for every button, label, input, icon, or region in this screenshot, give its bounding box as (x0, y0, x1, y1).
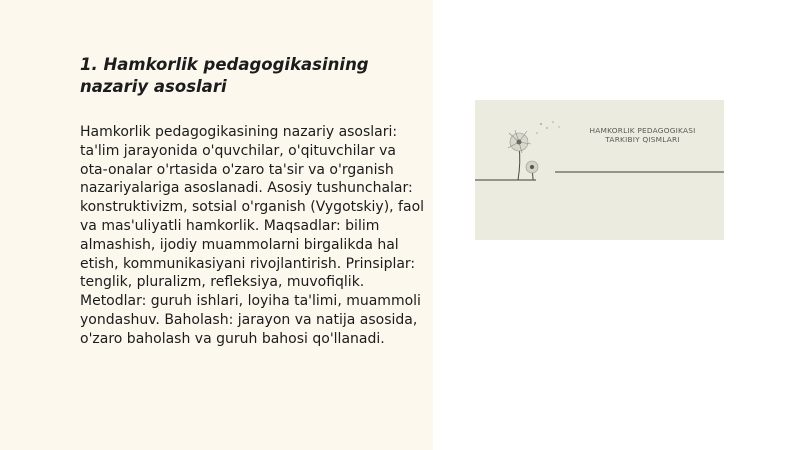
dandelion-head-small (526, 161, 538, 173)
illustration-caption (570, 126, 715, 144)
dandelion-drawing (475, 100, 724, 240)
dandelion-head-large (508, 130, 531, 153)
slide-title: 1. Hamkorlik pedagogikasining nazariy asoslari (80, 55, 369, 96)
floating-seeds (536, 121, 560, 134)
caption-line-2: TARKIBIY QISMLARI (605, 135, 680, 144)
slide-body-text: Hamkorlik pedagogikasining nazariy asoslari: ta'lim jarayonida o'quvchilar, o'qituvchilar va ota-onalar o'rtasida o'zaro ta'sir va o'rganish nazariyalariga asoslanadi. Asosiy tushunchalar: konstruktivizm, sotsial o'rganish (Vygotskiy), faol va mas'uliyatli hamkorlik. Maqsadlar: bilim almashish, ijodiy muammolarni birgalikda hal etish, kommunikasiyani rivojlantirish. Prinsiplar: tenglik, pluralizm, refleksiya, muvofiqlik. Metodlar: guruh ishlari, loyiha ta'limi, muammoli yondashuv. Baholash: jarayon va natija asosida, o'zaro baholash va guruh bahosi qo'llanadi. (80, 124, 425, 347)
caption-line-1: HAMKORLIK PEDAGOGIKASI (589, 126, 696, 135)
dandelion-illustration (475, 100, 724, 240)
